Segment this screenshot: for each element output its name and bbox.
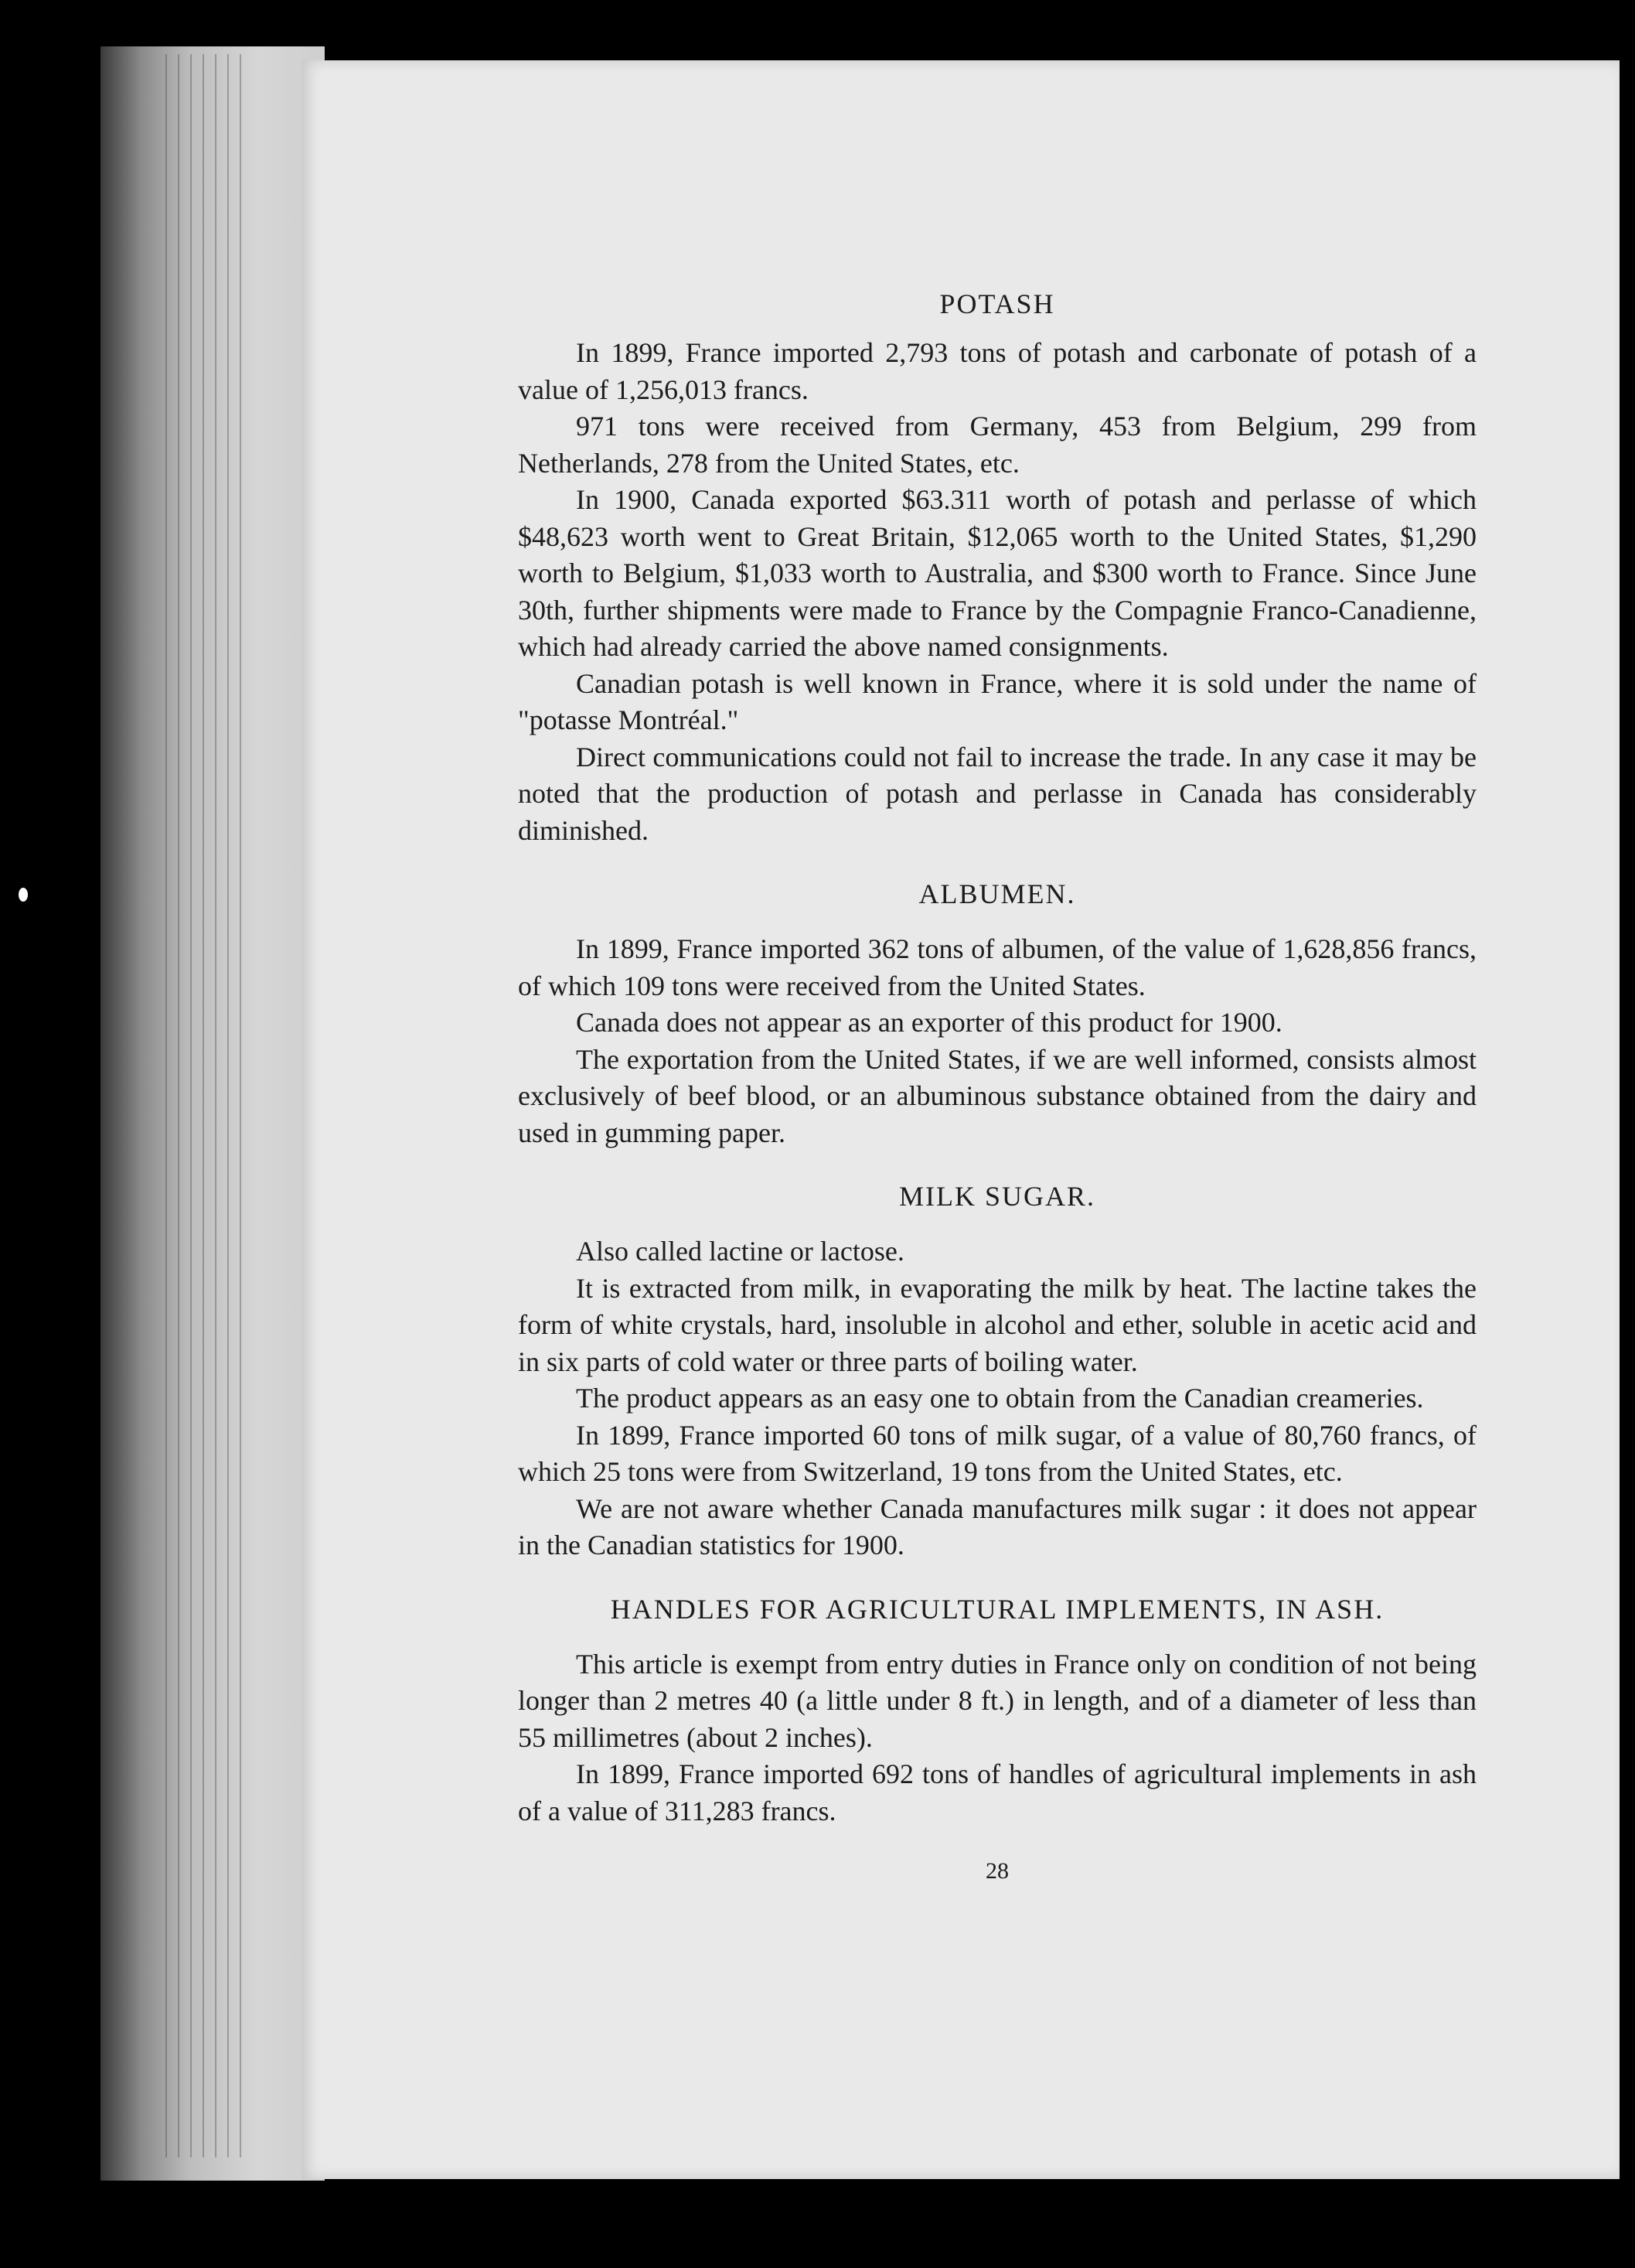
paragraph: In 1899, France imported 2,793 tons of potash and carbonate of potash of a value of 1,256,013 francs. bbox=[518, 337, 1477, 405]
paragraph: In 1899, France imported 692 tons of handles of agricultural implements in ash of a value of 311,283 francs. bbox=[518, 1758, 1477, 1826]
page-number: 28 bbox=[986, 1858, 1009, 1884]
paragraph: The product appears as an easy one to obtain from the Canadian creameries. bbox=[576, 1383, 1424, 1414]
section-heading-albumen: ALBUMEN. bbox=[918, 878, 1076, 909]
paragraph: This article is exempt from entry duties in France only on condition of not being longer than 2 metres 40 (a little under 8 ft.) in length, and of a diameter of less than 55 millimetres (about 2 inches). bbox=[518, 1648, 1477, 1753]
paragraph: Also called lactine or lactose. bbox=[576, 1236, 904, 1267]
paragraph: Direct communications could not fail to increase the trade. In any case it may be noted that the production of potash and perlasse in Canada has considerably diminished. bbox=[518, 741, 1477, 846]
section-heading-handles: HANDLES FOR AGRICULTURAL IMPLEMENTS, IN ASH. bbox=[610, 1593, 1385, 1625]
page-edge-lines bbox=[155, 54, 247, 2157]
paragraph: Canadian potash is well known in France, where it is sold under the name of "potasse Montréal." bbox=[518, 667, 1477, 735]
section-heading-potash: POTASH bbox=[939, 288, 1055, 319]
paragraph: It is extracted from milk, in evaporating the milk by heat. The lactine takes the form of white crystals, hard, insoluble in alcohol and ether, soluble in acetic acid and in six parts of cold water or three parts of boiling water. bbox=[518, 1272, 1477, 1377]
paragraph: In 1899, France imported 362 tons of albumen, of the value of 1,628,856 francs, of which 109 tons were received from the United States. bbox=[518, 933, 1477, 1001]
paragraph: The exportation from the United States, if we are well informed, consists almost exclusively of beef blood, or an albuminous substance obtained from the dairy and used in gumming paper. bbox=[518, 1043, 1477, 1148]
paragraph: We are not aware whether Canada manufactures milk sugar : it does not appear in the Canadian statistics for 1900. bbox=[518, 1492, 1477, 1560]
scan-artifact bbox=[19, 888, 28, 902]
book-page bbox=[301, 60, 1620, 2179]
paragraph: 971 tons were received from Germany, 453 from Belgium, 299 from Netherlands, 278 from the United States, etc. bbox=[518, 411, 1477, 479]
paragraph: In 1899, France imported 60 tons of milk sugar, of a value of 80,760 francs, of which 25 tons were from Switzerland, 19 tons from the United States, etc. bbox=[518, 1419, 1477, 1487]
paragraph: Canada does not appear as an exporter of this product for 1900. bbox=[576, 1007, 1282, 1038]
paragraph: In 1900, Canada exported $63.311 worth of potash and perlasse of which $48,623 worth went to Great Britain, $12,065 worth to the United States, $1,290 worth to Belgium, $1,033 worth to Australia, and $300 worth to France. Since June 30th, further shipments were made to France by the Compagnie Franco-Canadienne, which had already carried the above named consignments. bbox=[518, 484, 1477, 662]
section-heading-milk-sugar: MILK SUGAR. bbox=[898, 1181, 1095, 1212]
page-content bbox=[518, 281, 1477, 1890]
